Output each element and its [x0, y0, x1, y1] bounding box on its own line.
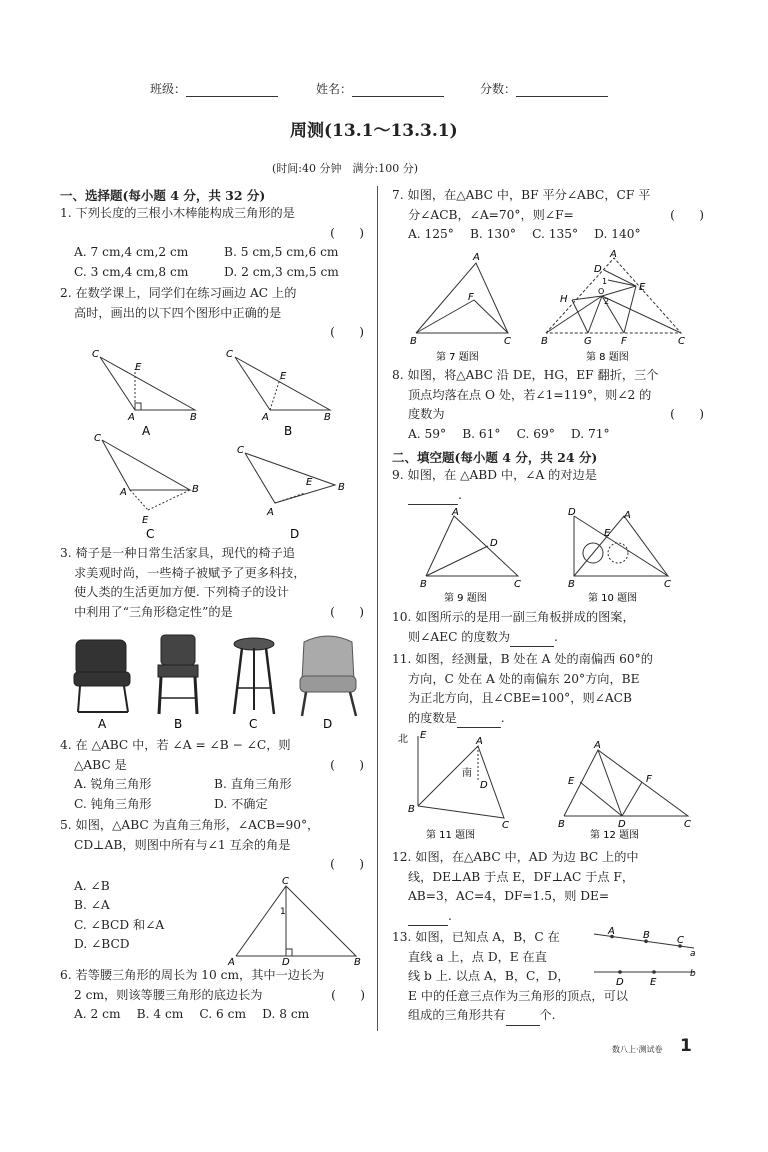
q12-stem-1: 12. 如图，在△ABC 中，AD 为边 BC 上的中 [392, 850, 639, 864]
q3-stem-1: 3. 椅子是一种日常生活家具，现代的椅子追 [60, 546, 295, 560]
q8-label-e: E [639, 282, 646, 293]
q3-stem-4: 中利用了“三角形稳定性”的是 [74, 604, 233, 619]
q2-fig-label-d: D [290, 527, 300, 541]
q7-label-b: B [410, 336, 417, 347]
q11-label-e: E [420, 730, 427, 741]
chair-label-b: B [174, 717, 183, 731]
q11-label-south: 南 [462, 768, 472, 779]
q5-stem-2: CD⊥AB，则图中所有与∠1 互余的角是 [74, 837, 291, 852]
q10-label-c: C [664, 579, 671, 590]
q4-option-a: A. 锐角三角形 [74, 777, 152, 791]
q13-figure [590, 926, 700, 988]
q12-blank [408, 913, 448, 926]
q7-answer-paren: ( ) [670, 207, 704, 222]
q5-stem-1: 5. 如图，△ABC 为直角三角形，∠ACB=90°， [60, 818, 320, 832]
q7-label-c: C [504, 336, 511, 347]
q11-label-d: D [480, 780, 488, 791]
q8-label-f: F [621, 336, 627, 347]
q7-options: A. 125° B. 130° C. 135° D. 140° [408, 227, 641, 241]
score-field [480, 80, 608, 97]
column-divider [377, 186, 378, 1031]
q4-stem-2: △ABC 是 [74, 757, 127, 772]
q5-label-1: 1 [280, 907, 286, 917]
q13-stem-5: 组成的三角形共有 [408, 1008, 506, 1022]
q2d-label-e: E [306, 477, 313, 488]
q2d-label-b: B [338, 482, 345, 493]
q9-label-b: B [420, 579, 427, 590]
score-label: 分数： [480, 82, 517, 96]
name-field [316, 80, 444, 97]
q6-stem-2: 2 cm，则该等腰三角形的底边长为 [74, 987, 263, 1002]
q11-figure [418, 736, 504, 818]
q2a-label-b: B [190, 412, 197, 423]
question-10: 10. 如图所示的是用一副三角板拼成的图案， 则∠AEC 的度数为 . [392, 608, 710, 647]
q8-label-h: H [560, 294, 568, 305]
q8-label-d: D [594, 264, 602, 275]
class-blank [186, 84, 278, 97]
q12-label-b: B [558, 819, 565, 830]
q10-stem-2: 则∠AEC 的度数为 [408, 629, 511, 644]
q2b-label-a: A [262, 412, 269, 423]
q11-caption: 第 11 题图 [426, 830, 476, 840]
q1-option-c: C. 3 cm,4 cm,8 cm [74, 264, 189, 279]
q13-stem-3: 线 b 上. 以点 A，B，C，D， [408, 969, 570, 983]
q5-option-b: B. ∠A [74, 898, 110, 912]
q11-stem-3: 为正北方向，且∠CBE=100°，则∠ACB [408, 691, 632, 705]
q7-caption: 第 7 题图 [436, 352, 479, 363]
section-fill: 二、填空题(每小题 4 分，共 24 分) [392, 450, 598, 465]
page-subtitle: (时间:40 分钟 满分:100 分) [272, 162, 418, 175]
q2-fig-label-b: B [284, 424, 293, 438]
q11-q12-figures [396, 728, 696, 840]
q13-label-c: C [677, 935, 684, 946]
q3-answer-paren: ( ) [330, 604, 364, 619]
q9-q10-figures [396, 506, 696, 606]
question-3 [60, 544, 370, 622]
page-title: 周测(13.1～13.3.1) [290, 121, 458, 141]
question-12: 12. 如图，在△ABC 中，AD 为边 BC 上的中 线，DE⊥AB 于点 E，DF⊥AC 于点 F， AB=3，AC=4，DF=1.5，则 DE= . [392, 848, 710, 926]
q6-answer-paren: ( ) [331, 987, 365, 1002]
q8-stem-1: 8. 如图，将△ABC 沿 DE，HG，EF 翻折，三个 [392, 368, 659, 382]
question-9: 9. 如图，在 △ABD 中，∠A 的对边是 . [392, 466, 710, 505]
q4-option-b: B. 直角三角形 [214, 777, 292, 791]
q11-blank [457, 715, 501, 728]
q1-answer-paren: ( ) [330, 225, 364, 240]
q13-stem-5b: 个. [539, 1008, 556, 1022]
question-6 [60, 966, 375, 1025]
q5-label-c: C [282, 876, 289, 887]
q4-option-c: C. 钝角三角形 [74, 796, 152, 811]
q2d-label-a: A [267, 507, 274, 518]
question-1 [60, 204, 370, 282]
q12-label-a: A [594, 740, 601, 751]
chair-c-image [234, 638, 274, 714]
q13-label-b: B [643, 930, 650, 941]
q10-caption: 第 10 题图 [588, 593, 638, 604]
q7-q8-figures [396, 248, 696, 366]
chair-b-image [158, 635, 198, 714]
q10-figure [574, 516, 668, 576]
q2-fig-label-c: C [146, 527, 155, 541]
chair-label-c: C [249, 717, 258, 731]
q8-caption: 第 8 题图 [586, 352, 629, 363]
q7-label-a: A [473, 252, 480, 263]
question-7 [392, 186, 710, 245]
q12-figure [564, 750, 688, 816]
q5-label-d: D [282, 957, 290, 966]
q8-label-1: 1 [602, 277, 608, 286]
section-choice: 一、选择题(每小题 4 分，共 32 分) [60, 188, 266, 203]
q8-label-b: B [541, 336, 548, 347]
q2a-label-a: A [128, 412, 135, 423]
q11-stem-4: 的度数是 [408, 710, 457, 725]
q7-stem-2: 分∠ACB，∠A=70°，则∠F= [408, 207, 574, 222]
q13-blank [506, 1013, 540, 1026]
q2-figure-b [235, 357, 330, 410]
q4-option-d: D. 不确定 [214, 796, 268, 811]
question-8 [392, 366, 710, 444]
q9-caption: 第 9 题图 [444, 593, 487, 604]
q2-answer-paren: ( ) [330, 325, 364, 339]
q6-options: A. 2 cm B. 4 cm C. 6 cm D. 8 cm [74, 1007, 310, 1021]
q12-caption: 第 12 题图 [590, 830, 640, 840]
page-number: 1 [680, 1036, 692, 1056]
q13-label-a: A [608, 926, 615, 937]
q8-label-2: 2 [604, 297, 610, 306]
class-label: 班级： [150, 82, 187, 96]
q12-stem-3: AB=3，AC=4，DF=1.5，则 DE= [408, 889, 610, 903]
q12-label-f: F [646, 774, 652, 785]
q5-option-c: C. ∠BCD 和∠A [74, 917, 165, 932]
q11-label-a: A [476, 736, 483, 747]
q1-option-d: D. 2 cm,3 cm,5 cm [224, 264, 339, 279]
q6-stem-1: 6. 若等腰三角形的周长为 10 cm，其中一边长为 [60, 968, 325, 982]
q2c-label-c: C [94, 433, 101, 444]
q1-stem: 1. 下列长度的三根小木棒能构成三角形的是 [60, 206, 295, 220]
q5-option-d: D. ∠BCD [74, 937, 130, 951]
q2-figure-c [102, 440, 190, 510]
question-2 [60, 284, 370, 343]
chair-a-image [74, 640, 130, 712]
q10-label-a: A [624, 510, 631, 521]
chair-label-d: D [323, 717, 333, 731]
q2-stem-2: 高时，画出的以下四个图形中正确的是 [74, 305, 282, 320]
q2c-label-b: B [192, 484, 199, 495]
q11-label-north: 北 [398, 734, 408, 745]
q2c-label-e: E [142, 515, 149, 526]
chair-label-a: A [98, 717, 107, 731]
q13-label-d: D [616, 977, 624, 988]
q2-stem-1: 2. 在数学课上，同学们在练习画边 AC 上的 [60, 286, 297, 300]
q8-answer-paren: ( ) [670, 407, 704, 421]
q5-figure [226, 876, 366, 966]
q8-label-c: C [678, 336, 685, 347]
q3-chairs [66, 630, 366, 735]
q9-figure [426, 516, 518, 576]
q9-stem-1: 9. 如图，在 △ABD 中，∠A 的对边是 [392, 468, 597, 482]
q13-stem-4: E 中的任意三点作为三角形的顶点，可以 [408, 988, 628, 1003]
q9-label-a: A [452, 507, 459, 518]
q2-figure-d [245, 453, 335, 503]
q2c-label-a: A [120, 487, 127, 498]
q8-label-a: A [610, 249, 617, 260]
q2-figures [80, 345, 370, 545]
q13-label-line-b: b [690, 969, 696, 979]
q8-options: A. 59° B. 61° C. 69° D. 71° [408, 426, 610, 441]
q5-option-a: A. ∠B [74, 878, 110, 893]
q10-label-b: B [568, 579, 575, 590]
q2d-label-c: C [237, 445, 244, 456]
q10-label-d: D [568, 507, 576, 518]
class-field [150, 80, 278, 97]
q9-blank [408, 492, 458, 505]
footer-book: 数八上·测试卷 [612, 1045, 663, 1054]
q5-answer-paren: ( ) [330, 857, 364, 871]
q8-stem-3: 度数为 [408, 407, 445, 421]
q7-stem-1: 7. 如图，在△ABC 中，BF 平分∠ABC，CF 平 [392, 188, 651, 202]
q8-stem-2: 顶点均落在点 O 处，若∠1=119°，则∠2 的 [408, 387, 652, 402]
q2b-label-b: B [324, 412, 331, 423]
q4-stem-1: 4. 在 △ABC 中，若 ∠A = ∠B − ∠C，则 [60, 738, 291, 752]
q3-stem-2: 求美观时尚，一些椅子被赋予了更多科技， [74, 565, 306, 580]
q9-label-d: D [490, 538, 498, 549]
q10-stem-1: 10. 如图所示的是用一副三角板拼成的图案， [392, 610, 635, 624]
q10-blank [510, 634, 554, 647]
q12-label-e: E [568, 776, 575, 787]
q2b-label-e: E [280, 371, 287, 382]
q2a-label-c: C [92, 349, 99, 360]
q2a-label-e: E [135, 362, 142, 373]
q3-stem-3: 使人类的生活更加方便. 下列椅子的设计 [74, 585, 289, 599]
question-11: 11. 如图，经测量，B 处在 A 处的南偏西 60°的 方向，C 处在 A 处的南偏东 20°方向，BE 为正北方向，且∠CBE=100°，则∠ACB 的度数是 . [392, 650, 710, 728]
q13-label-e: E [650, 977, 657, 988]
name-blank [352, 84, 444, 97]
q2b-label-c: C [226, 349, 233, 360]
chair-d-image [300, 636, 356, 716]
q8-label-o: O [598, 287, 605, 296]
q11-label-c: C [502, 820, 509, 831]
q12-label-d: D [618, 819, 626, 830]
q2-figure-a [100, 357, 195, 410]
q2-fig-label-a: A [142, 424, 151, 438]
q13-label-line-a: a [690, 949, 696, 959]
q11-label-b: B [408, 804, 415, 815]
q11-stem-2: 方向，C 处在 A 处的南偏东 20°方向，BE [408, 671, 640, 686]
q11-stem-1: 11. 如图，经测量，B 处在 A 处的南偏西 60°的 [392, 652, 653, 666]
name-label: 姓名： [316, 82, 353, 96]
q12-stem-2: 线，DE⊥AB 于点 E，DF⊥AC 于点 F， [408, 869, 635, 884]
q13-stem-2: 直线 a 上，点 D，E 在直 [408, 949, 547, 964]
q9-label-c: C [514, 579, 521, 590]
q1-option-a: A. 7 cm,4 cm,2 cm [74, 245, 189, 259]
q1-option-b: B. 5 cm,5 cm,6 cm [224, 245, 339, 259]
q10-label-e: E [604, 528, 611, 539]
q7-label-f: F [468, 292, 474, 303]
q8-label-g: G [584, 336, 592, 347]
q13-stem-1: 13. 如图，已知点 A，B，C 在 [392, 930, 560, 944]
q5-label-a: A [228, 957, 235, 966]
q7-figure [416, 263, 508, 333]
q5-label-b: B [354, 957, 361, 966]
score-blank [516, 84, 608, 97]
question-4 [60, 736, 370, 814]
q12-label-c: C [684, 819, 691, 830]
q4-answer-paren: ( ) [330, 757, 364, 772]
